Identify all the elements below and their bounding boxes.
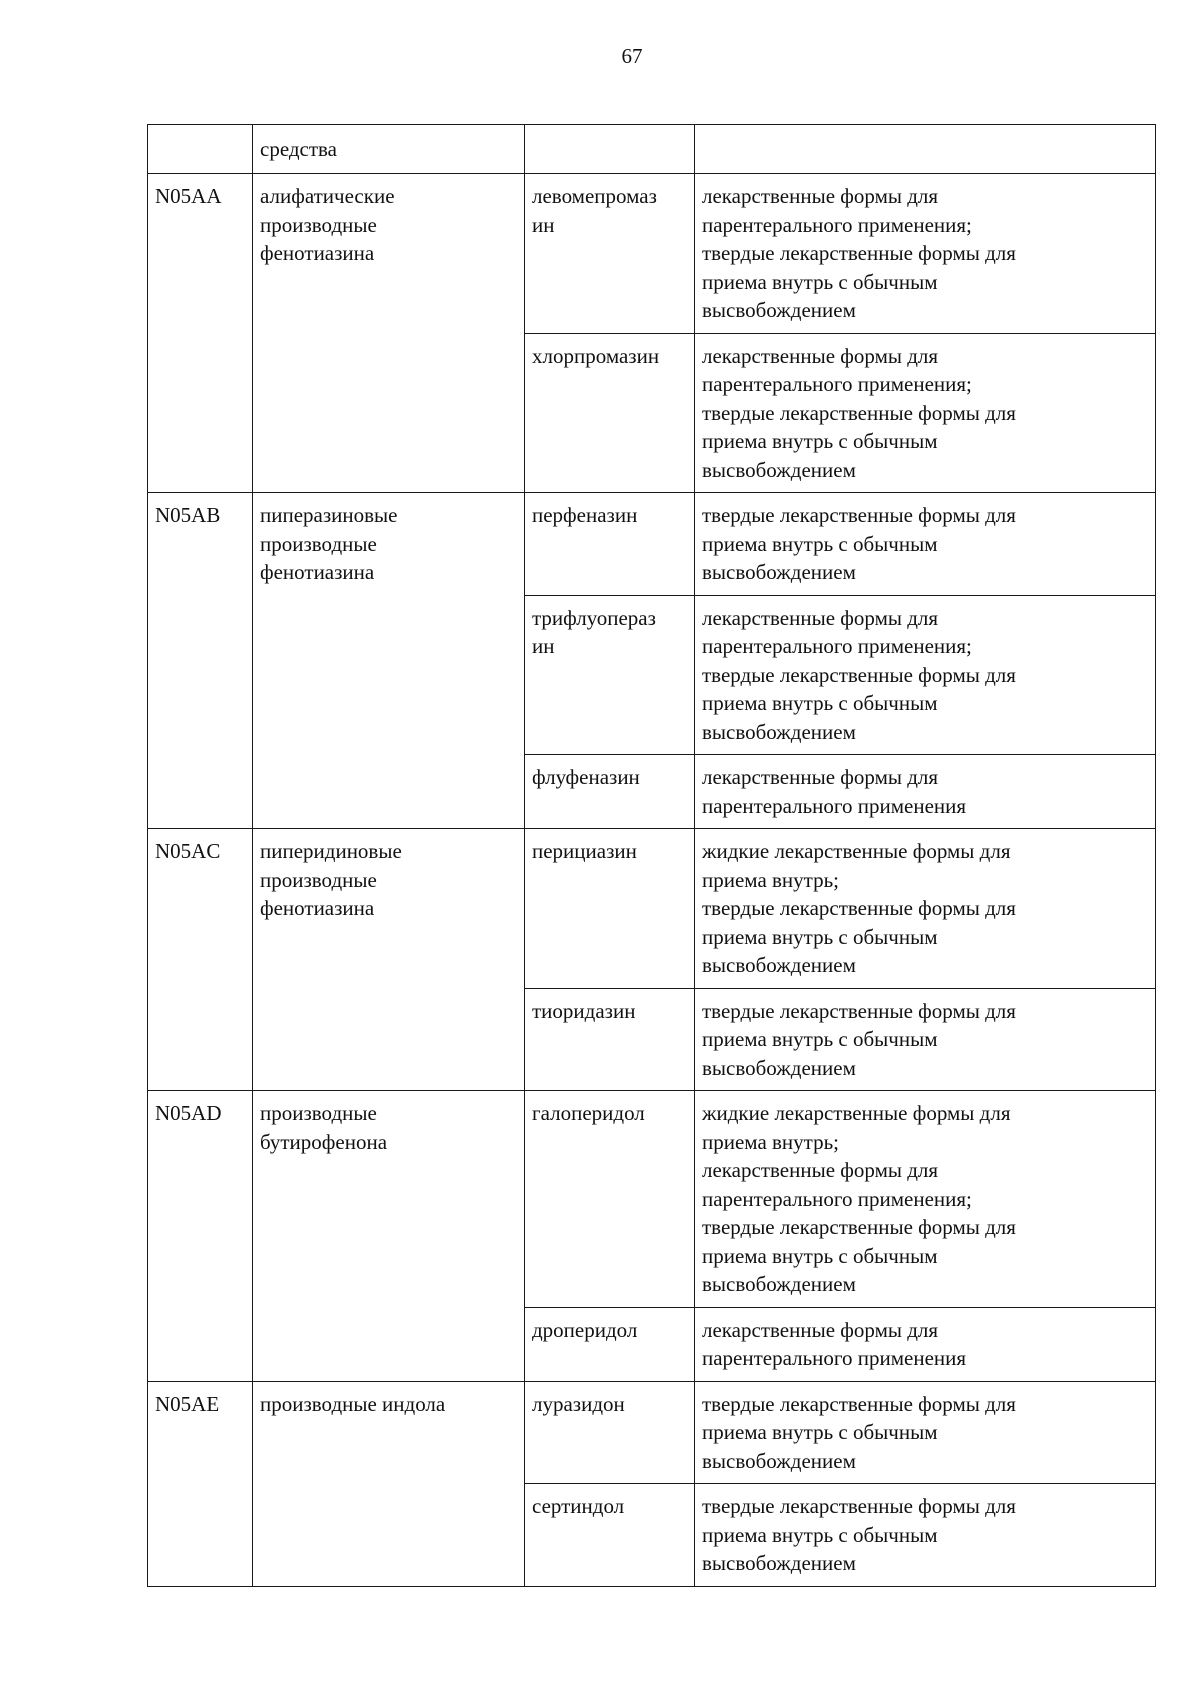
group-name-cell: производные бутирофенона (253, 1091, 525, 1382)
group-name-cell: пиперидиновые производные фенотиазина (253, 829, 525, 1091)
dosage-forms-cell: твердые лекарственные формы для приема внутрь с обычным высвобождением (695, 493, 1156, 596)
dosage-forms-cell: лекарственные формы для парентерального применения; твердые лекарственные формы для приема внутрь с обычным высвобождением (695, 333, 1156, 493)
atc-code-cell: N05AE (148, 1381, 253, 1586)
dosage-forms-cell (695, 125, 1156, 174)
drug-name-cell: левомепромаз ин (525, 174, 695, 334)
drug-name-cell (525, 125, 695, 174)
group-name-cell: средства (253, 125, 525, 174)
group-name-cell: производные индола (253, 1381, 525, 1586)
dosage-forms-cell: лекарственные формы для парентерального применения (695, 755, 1156, 829)
atc-code-cell: N05AC (148, 829, 253, 1091)
drug-name-cell: луразидон (525, 1381, 695, 1484)
table-row (148, 1091, 1156, 1308)
dosage-forms-cell: твердые лекарственные формы для приема внутрь с обычным высвобождением (695, 1381, 1156, 1484)
table-row (148, 1381, 1156, 1484)
table-row-continuation (148, 125, 1156, 174)
drug-classification-table (147, 124, 1156, 1587)
drug-name-cell: флуфеназин (525, 755, 695, 829)
atc-code-cell (148, 125, 253, 174)
drug-name-cell: дроперидол (525, 1307, 695, 1381)
table-row (148, 493, 1156, 596)
drug-name-cell: хлорпромазин (525, 333, 695, 493)
dosage-forms-cell: твердые лекарственные формы для приема внутрь с обычным высвобождением (695, 988, 1156, 1091)
atc-code-cell: N05AB (148, 493, 253, 829)
drug-name-cell: трифлуопераз ин (525, 595, 695, 755)
drug-name-cell: тиоридазин (525, 988, 695, 1091)
table-body (148, 125, 1156, 1587)
table-row (148, 174, 1156, 334)
dosage-forms-cell: лекарственные формы для парентерального применения; твердые лекарственные формы для приема внутрь с обычным высвобождением (695, 595, 1156, 755)
drug-name-cell: перфеназин (525, 493, 695, 596)
dosage-forms-cell: лекарственные формы для парентерального применения (695, 1307, 1156, 1381)
group-name-cell: пиперазиновые производные фенотиазина (253, 493, 525, 829)
group-name-cell: алифатические производные фенотиазина (253, 174, 525, 493)
dosage-forms-cell: твердые лекарственные формы для приема внутрь с обычным высвобождением (695, 1484, 1156, 1587)
atc-code-cell: N05AD (148, 1091, 253, 1382)
atc-code-cell: N05AA (148, 174, 253, 493)
dosage-forms-cell: жидкие лекарственные формы для приема внутрь; твердые лекарственные формы для приема внутрь с обычным высвобождением (695, 829, 1156, 989)
drug-name-cell: галоперидол (525, 1091, 695, 1308)
drug-name-cell: сертиндол (525, 1484, 695, 1587)
page-number: 67 (621, 44, 643, 68)
dosage-forms-cell: лекарственные формы для парентерального применения; твердые лекарственные формы для приема внутрь с обычным высвобождением (695, 174, 1156, 334)
table-row (148, 829, 1156, 989)
drug-name-cell: перициазин (525, 829, 695, 989)
dosage-forms-cell: жидкие лекарственные формы для приема внутрь; лекарственные формы для парентерального применения; твердые лекарственные формы для приема внутрь с обычным высвобождением (695, 1091, 1156, 1308)
